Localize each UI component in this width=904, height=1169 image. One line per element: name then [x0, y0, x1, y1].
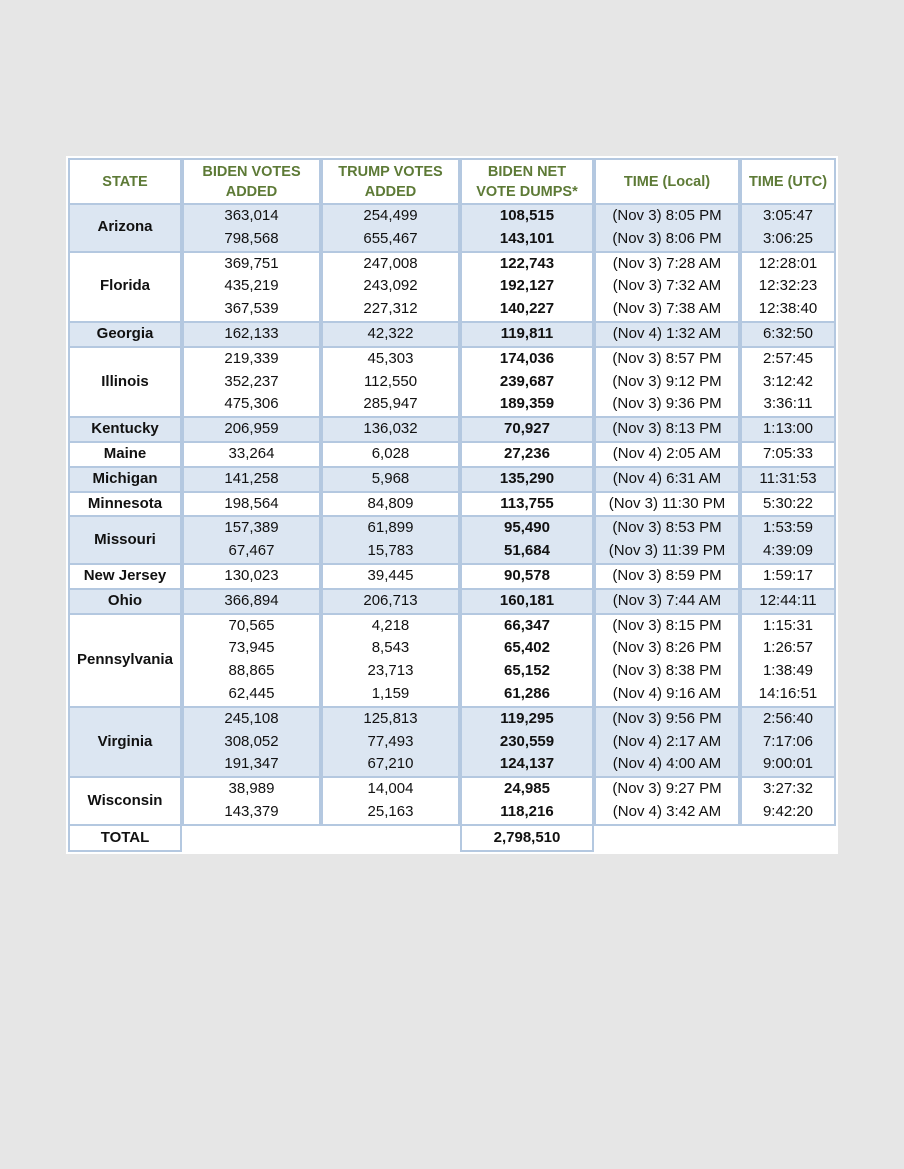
biden-votes-cell: 33,264: [182, 443, 321, 468]
time-local-cell: (Nov 4) 3:42 AM: [594, 801, 740, 826]
biden-net-cell: 66,347: [460, 615, 594, 638]
state-name-cell: Kentucky: [68, 418, 182, 443]
biden-net-cell: 51,684: [460, 540, 594, 565]
table-row: [68, 801, 836, 826]
biden-net-cell: 24,985: [460, 778, 594, 801]
trump-votes-cell: 23,713: [321, 660, 460, 683]
time-local-cell: (Nov 4) 2:17 AM: [594, 731, 740, 754]
header-biden-net: BIDEN NET VOTE DUMPS*: [460, 158, 594, 205]
trump-votes-cell: 84,809: [321, 493, 460, 518]
biden-net-cell: 113,755: [460, 493, 594, 518]
state-group: [68, 517, 836, 565]
biden-net-cell: 95,490: [460, 517, 594, 540]
table-row: [68, 298, 836, 323]
trump-votes-cell: 5,968: [321, 468, 460, 493]
biden-votes-cell: 70,565: [182, 615, 321, 638]
state-name-cell: Pennsylvania: [68, 615, 182, 708]
biden-net-cell: 122,743: [460, 253, 594, 276]
biden-net-cell: 124,137: [460, 753, 594, 778]
header-trump-votes: TRUMP VOTES ADDED: [321, 158, 460, 205]
time-local-cell: (Nov 3) 7:44 AM: [594, 590, 740, 615]
time-utc-cell: 12:28:01: [740, 253, 836, 276]
biden-net-cell: 90,578: [460, 565, 594, 590]
biden-votes-cell: 475,306: [182, 393, 321, 418]
biden-votes-cell: 206,959: [182, 418, 321, 443]
vote-dumps-table: [68, 158, 836, 852]
biden-net-cell: 160,181: [460, 590, 594, 615]
table-row: [68, 443, 836, 468]
time-local-cell: (Nov 3) 8:57 PM: [594, 348, 740, 371]
state-group: [68, 323, 836, 348]
vote-dumps-table-container: [66, 156, 838, 854]
state-group: [68, 443, 836, 468]
time-utc-cell: 1:13:00: [740, 418, 836, 443]
biden-votes-cell: 367,539: [182, 298, 321, 323]
time-local-cell: (Nov 3) 8:15 PM: [594, 615, 740, 638]
biden-net-cell: 119,811: [460, 323, 594, 348]
time-local-cell: (Nov 3) 8:13 PM: [594, 418, 740, 443]
biden-net-cell: 70,927: [460, 418, 594, 443]
trump-votes-cell: 77,493: [321, 731, 460, 754]
table-row: [68, 565, 836, 590]
table-row: [68, 205, 836, 228]
biden-votes-cell: 219,339: [182, 348, 321, 371]
time-utc-cell: 12:32:23: [740, 275, 836, 298]
time-local-cell: (Nov 3) 11:30 PM: [594, 493, 740, 518]
table-row: [68, 468, 836, 493]
trump-votes-cell: 14,004: [321, 778, 460, 801]
time-utc-cell: 9:00:01: [740, 753, 836, 778]
state-name-cell: New Jersey: [68, 565, 182, 590]
time-utc-cell: 5:30:22: [740, 493, 836, 518]
trump-votes-cell: 243,092: [321, 275, 460, 298]
table-row: [68, 615, 836, 638]
table-row: [68, 275, 836, 298]
biden-votes-cell: 798,568: [182, 228, 321, 253]
total-section: [68, 826, 836, 852]
state-name-cell: Minnesota: [68, 493, 182, 518]
table-row: [68, 517, 836, 540]
header-state: STATE: [68, 158, 182, 205]
time-utc-cell: 1:15:31: [740, 615, 836, 638]
time-utc-cell: 1:26:57: [740, 637, 836, 660]
time-local-cell: (Nov 3) 8:59 PM: [594, 565, 740, 590]
table-row: [68, 753, 836, 778]
table-row: [68, 418, 836, 443]
state-name-cell: Ohio: [68, 590, 182, 615]
biden-net-cell: 140,227: [460, 298, 594, 323]
biden-votes-cell: 435,219: [182, 275, 321, 298]
state-name-cell: Arizona: [68, 205, 182, 253]
header-row: [68, 158, 836, 205]
time-utc-cell: 3:27:32: [740, 778, 836, 801]
table-row: [68, 493, 836, 518]
time-utc-cell: 3:06:25: [740, 228, 836, 253]
time-utc-cell: 6:32:50: [740, 323, 836, 348]
time-local-cell: (Nov 3) 9:12 PM: [594, 371, 740, 394]
total-label: TOTAL: [68, 826, 182, 852]
time-local-cell: (Nov 3) 8:26 PM: [594, 637, 740, 660]
state-name-cell: Michigan: [68, 468, 182, 493]
biden-votes-cell: 73,945: [182, 637, 321, 660]
time-utc-cell: 11:31:53: [740, 468, 836, 493]
trump-votes-cell: 42,322: [321, 323, 460, 348]
time-local-cell: (Nov 3) 9:56 PM: [594, 708, 740, 731]
time-local-cell: (Nov 3) 9:36 PM: [594, 393, 740, 418]
table-row: [68, 540, 836, 565]
biden-net-cell: 108,515: [460, 205, 594, 228]
state-group: [68, 565, 836, 590]
state-group: [68, 468, 836, 493]
state-name-cell: Virginia: [68, 708, 182, 778]
time-utc-cell: 3:05:47: [740, 205, 836, 228]
trump-votes-cell: 254,499: [321, 205, 460, 228]
header-biden-votes: BIDEN VOTES ADDED: [182, 158, 321, 205]
time-utc-cell: 7:05:33: [740, 443, 836, 468]
time-local-cell: (Nov 3) 7:32 AM: [594, 275, 740, 298]
table-row: [68, 731, 836, 754]
state-group: [68, 205, 836, 253]
trump-votes-cell: 655,467: [321, 228, 460, 253]
biden-votes-cell: 38,989: [182, 778, 321, 801]
time-utc-cell: 1:53:59: [740, 517, 836, 540]
time-local-cell: (Nov 4) 4:00 AM: [594, 753, 740, 778]
trump-votes-cell: 15,783: [321, 540, 460, 565]
time-local-cell: (Nov 4) 2:05 AM: [594, 443, 740, 468]
trump-votes-cell: 8,543: [321, 637, 460, 660]
header-time-utc: TIME (UTC): [740, 158, 836, 205]
biden-net-cell: 27,236: [460, 443, 594, 468]
trump-votes-cell: 112,550: [321, 371, 460, 394]
time-utc-cell: 4:39:09: [740, 540, 836, 565]
time-utc-cell: 2:56:40: [740, 708, 836, 731]
trump-votes-cell: 1,159: [321, 683, 460, 708]
trump-votes-cell: 25,163: [321, 801, 460, 826]
time-utc-cell: 1:38:49: [740, 660, 836, 683]
trump-votes-cell: 45,303: [321, 348, 460, 371]
time-utc-cell: 2:57:45: [740, 348, 836, 371]
table-row: [68, 228, 836, 253]
time-local-cell: (Nov 4) 1:32 AM: [594, 323, 740, 348]
biden-votes-cell: 198,564: [182, 493, 321, 518]
biden-net-cell: 230,559: [460, 731, 594, 754]
trump-votes-cell: 6,028: [321, 443, 460, 468]
table-row: [68, 683, 836, 708]
state-name-cell: Florida: [68, 253, 182, 323]
state-name-cell: Illinois: [68, 348, 182, 418]
biden-votes-cell: 141,258: [182, 468, 321, 493]
biden-net-cell: 65,152: [460, 660, 594, 683]
biden-net-cell: 118,216: [460, 801, 594, 826]
biden-votes-cell: 157,389: [182, 517, 321, 540]
state-group: [68, 615, 836, 708]
biden-votes-cell: 191,347: [182, 753, 321, 778]
biden-votes-cell: 308,052: [182, 731, 321, 754]
table-header: [68, 158, 836, 205]
time-local-cell: (Nov 3) 8:38 PM: [594, 660, 740, 683]
state-group: [68, 253, 836, 323]
table-row: [68, 660, 836, 683]
trump-votes-cell: 4,218: [321, 615, 460, 638]
trump-votes-cell: 136,032: [321, 418, 460, 443]
biden-votes-cell: 88,865: [182, 660, 321, 683]
state-group: [68, 590, 836, 615]
time-utc-cell: 1:59:17: [740, 565, 836, 590]
biden-net-cell: 143,101: [460, 228, 594, 253]
time-local-cell: (Nov 3) 7:38 AM: [594, 298, 740, 323]
trump-votes-cell: 247,008: [321, 253, 460, 276]
biden-votes-cell: 67,467: [182, 540, 321, 565]
trump-votes-cell: 61,899: [321, 517, 460, 540]
trump-votes-cell: 206,713: [321, 590, 460, 615]
table-row: [68, 590, 836, 615]
total-net-value: 2,798,510: [460, 826, 594, 852]
time-local-cell: (Nov 3) 8:06 PM: [594, 228, 740, 253]
time-local-cell: (Nov 3) 8:05 PM: [594, 205, 740, 228]
state-name-cell: Wisconsin: [68, 778, 182, 826]
biden-net-cell: 192,127: [460, 275, 594, 298]
state-name-cell: Georgia: [68, 323, 182, 348]
time-utc-cell: 7:17:06: [740, 731, 836, 754]
state-group: [68, 778, 836, 826]
biden-net-cell: 61,286: [460, 683, 594, 708]
time-utc-cell: 3:12:42: [740, 371, 836, 394]
table-row: [68, 371, 836, 394]
trump-votes-cell: 227,312: [321, 298, 460, 323]
state-group: [68, 418, 836, 443]
biden-net-cell: 135,290: [460, 468, 594, 493]
table-row: [68, 708, 836, 731]
time-local-cell: (Nov 3) 11:39 PM: [594, 540, 740, 565]
total-blank-cell: [182, 826, 460, 852]
biden-net-cell: 189,359: [460, 393, 594, 418]
biden-votes-cell: 366,894: [182, 590, 321, 615]
trump-votes-cell: 67,210: [321, 753, 460, 778]
biden-votes-cell: 352,237: [182, 371, 321, 394]
table-row: [68, 778, 836, 801]
table-row: [68, 253, 836, 276]
time-local-cell: (Nov 4) 6:31 AM: [594, 468, 740, 493]
table-row: [68, 323, 836, 348]
time-local-cell: (Nov 3) 9:27 PM: [594, 778, 740, 801]
time-local-cell: (Nov 4) 9:16 AM: [594, 683, 740, 708]
state-group: [68, 348, 836, 418]
biden-net-cell: 174,036: [460, 348, 594, 371]
time-local-cell: (Nov 3) 7:28 AM: [594, 253, 740, 276]
trump-votes-cell: 285,947: [321, 393, 460, 418]
biden-net-cell: 65,402: [460, 637, 594, 660]
state-name-cell: Maine: [68, 443, 182, 468]
time-utc-cell: 12:44:11: [740, 590, 836, 615]
trump-votes-cell: 125,813: [321, 708, 460, 731]
time-utc-cell: 12:38:40: [740, 298, 836, 323]
total-row: [68, 826, 836, 852]
state-name-cell: Missouri: [68, 517, 182, 565]
table-row: [68, 637, 836, 660]
biden-net-cell: 239,687: [460, 371, 594, 394]
time-utc-cell: 14:16:51: [740, 683, 836, 708]
trump-votes-cell: 39,445: [321, 565, 460, 590]
total-blank-cell: [594, 826, 836, 852]
biden-votes-cell: 162,133: [182, 323, 321, 348]
table-row: [68, 393, 836, 418]
biden-votes-cell: 245,108: [182, 708, 321, 731]
state-group: [68, 708, 836, 778]
table-row: [68, 348, 836, 371]
biden-votes-cell: 143,379: [182, 801, 321, 826]
time-utc-cell: 3:36:11: [740, 393, 836, 418]
time-local-cell: (Nov 3) 8:53 PM: [594, 517, 740, 540]
biden-votes-cell: 62,445: [182, 683, 321, 708]
state-group: [68, 493, 836, 518]
header-time-local: TIME (Local): [594, 158, 740, 205]
time-utc-cell: 9:42:20: [740, 801, 836, 826]
biden-votes-cell: 363,014: [182, 205, 321, 228]
biden-votes-cell: 369,751: [182, 253, 321, 276]
biden-net-cell: 119,295: [460, 708, 594, 731]
biden-votes-cell: 130,023: [182, 565, 321, 590]
